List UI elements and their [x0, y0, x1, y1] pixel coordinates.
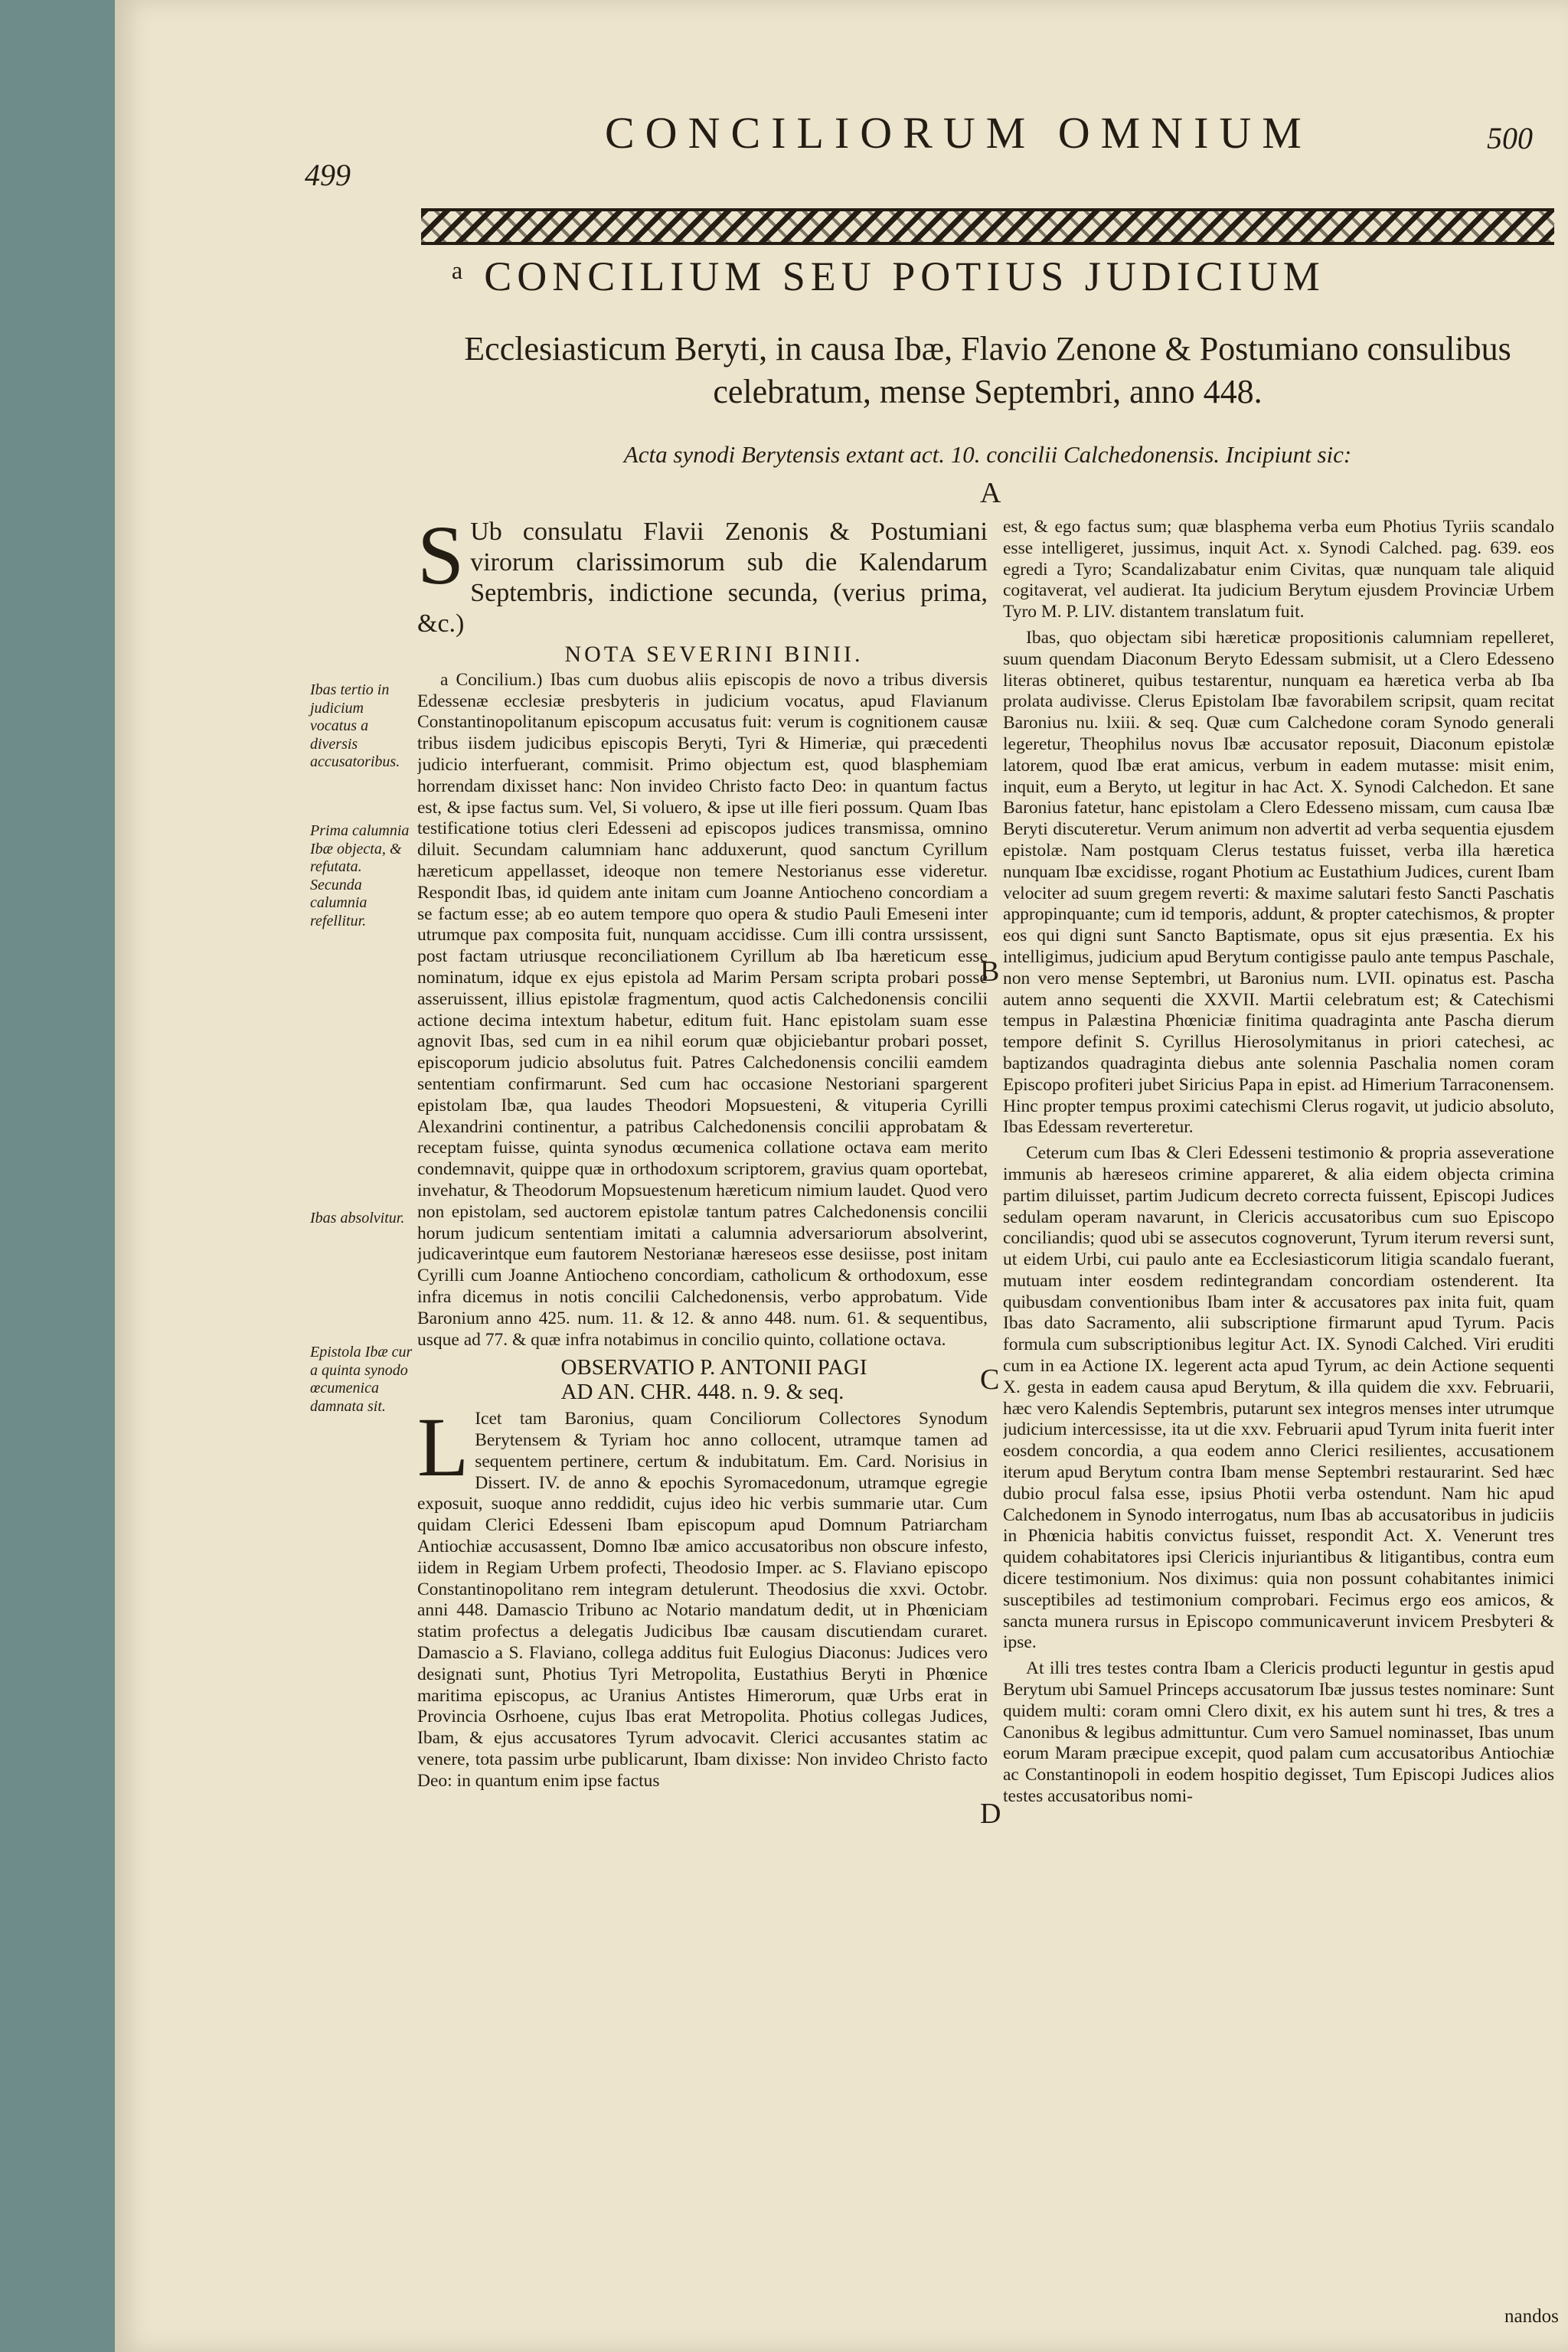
nota-paragraph: a Concilium.) Ibas cum duobus aliis episcopis de novo a tribus diversis Edessenæ ecclesiæ presbyteris in judicium vocatus, apud Flavianum Constantinopolitanum episcopum accusatus fuit: verum is cognitionem causæ tribus iisdem judicibus episcopis Beryti, Tyri & Himeriæ, qui præcedenti judicio interfuerant, commisit. Primo objectum est, quod blasphemiam horrendam dixisset hanc: Non invideo Christo facto Deo: in quantum factus est, & ipse factus sum. Vel, Si voluero, & ipse ut ille fieri possum. Quam Ibas testificatione totius cleri Edesseni ad episcopos judices transmissa, omnino diluit. Secundam calumniam hanc adduxerunt, quod sanctum Cyrillum hæreticum appellasset, ideoque non temere Nestorianus esse videretur. Respondit Ibas, id quidem ante initam cum Joanne Antiocheno concordiam a se factum esse; ab eo autem tempore quo opera & studio Pauli Emeseni inter utrumque pax composita fuit, nunquam accidisse. Cum illi contra urssissent, post factam utriusque reconciliationem Cyrillum ab Iba hæreticum esse nominatum, idque ex ejus epistola ad Marim Persam scripta probari posse asseruissent, illius epistolæ fragmentum, quod actis Calchedonensis concilii actione decima intextum habetur, editum fuit. Hanc epistolam suam esse agnovit Ibas, sed cum in ea nihil eorum quæ objiciebantur probari posset, episcoporum judicio absolutus fuit. Patres Calchedonensis concilii eamdem sententiam confirmarunt. Sed cum hac occasione Nestoriani spargerent epistolam Ibæ, qua laudes Theodori Mopsuesteni, & vituperia Cyrilli Alexandrini continentur, a patribus Calchedonensis concilii approbatam & receptam fuisse, quinta synodus œcumenica collatione octava eam merito condemnavit, quippe quæ in orthodoxum scriptorem, gravius quam oportebat, invehatur, & Theodorum Mopsuestenum hæreticum nimium laudet. Quod vero non epistolam, sed auctorem epistolæ tantum patres Calchedonensis concilii horum judicum sententiam imitati a calumnia adversariorum absolverint, judicaverintque eum fautorem Nestorianæ hæreseos esse desiisse, post initam Cyrilli cum Joanne Antiocheno concordiam, catholicum & orthodoxum, esse infra dicemus in notis concilii Calchedonensis, verbo approbatum. Vide Baronium anno 425. num. 11. & 12. & anno 448. num. 61. & sequentibus, usque ad 77. & quæ infra notabimus in concilio quinto, collatione octava. [417, 669, 988, 1350]
decorative-border [421, 208, 1554, 245]
margin-note: Ibas absolvitur. [310, 1210, 405, 1227]
page-number-left: 499 [305, 158, 351, 192]
paragraph: Ibas, quo objectam sibi hæreticæ propositionis calumniam repelleret, suum quendam Diaconum Beryto Edessam submisit, ut a Clero Edesseno literas obtineret, quibus testarentur, nunquam ea hæretica verba ab Iba prolata audivisse. Clerus Epistolam Ibæ favorabilem scripsit, quam recitat Baronius nu. lxiii. & seq. Quæ cum Calchedone coram Synodo generali legeretur, Theophilus novus Ibæ accusator reposuit, Diaconum epistolæ latorem, quod Ibæ erat amicus, verbum in eadem mutasse: misit enim, inquit, eum a Beryto, ut legitur in hac Act. X. Synodi Calchedon. Et sane Baronius fatetur, hanc epistolam a Clero Edesseno missam, cum causa Ibæ Beryti discuteretur. Verum animum non advertit ad verba sequentia ejusdem epistolæ. Nam postquam Clerus testatus fuisset, verba illa hæretica nunquam Ibæ excidisse, rogant Photium ac Eustathium Judices, curent Ibam velociter ad suum gregem reverti: & maxime salutari festo Sancti Paschatis appropinquante; cum id temporis, addunt, & propter catechismos, & propter eos qui digni sunt Sancto Baptismate, opus sit ejus præsentia. Ex his intelligimus, judicium apud Berytum contigisse paulo ante tempus Paschale, non vero mense Septembri, ut Baronius num. LVII. opinatus est. Pascha autem anno sequenti die XXVII. Martii celebratum est; & Catechismi tempus in Palæstina Phœniciæ finitima quadraginta ante Pascha dierum tempore definit S. Cyrillus Hierosolymitanus in priori catechesi, ac baptizandos quadraginta diebus ante solennia Paschalia nomen coram Episcopo profiteri jubet Siricius Papa in epist. ad Himerium Tarraconensem. Hinc propter tempus proximi catechismi Clerus rogavit, ut judicio absoluto, Ibas Edessam reverteretur. [1003, 627, 1554, 1138]
margin-letter-a: A [980, 477, 1001, 509]
running-title: CONCILIORUM OMNIUM [605, 108, 1312, 158]
main-title: ᵃ CONCILIUM SEU POTIUS JUDICIUM [452, 253, 1325, 299]
observatio-heading-line-2: AD AN. CHR. 448. n. 9. & seq. [560, 1380, 844, 1405]
paragraph: At illi tres testes contra Ibam a Clericis producti leguntur in gestis apud Berytum ubi Samuel Princeps accusatorum Ibæ jussus testes nominare: Sunt quidem multi: coram omni Clero dixit, ex his autem sunt hi tres, & tres a Canonibus & legibus admittuntur. Cum vero Samuel nominasset, Ibas unum eorum Maram præcipue excepit, quod palam cum accusatoribus Antiochiæ ac Constantinopoli in eodem hospitio degisset, Tum Episcopi Judices alios testes accusatoribus nomi- [1003, 1658, 1554, 1807]
margin-letter-c: C [980, 1364, 1000, 1396]
subtitle-line-1: Ecclesiasticum Beryti, in causa Ibæ, Flavio Zenone & Postumiano consulibus [464, 330, 1511, 368]
page-number-right: 500 [1487, 121, 1533, 155]
observatio-paragraph [417, 1400, 988, 1792]
drop-cap: L [417, 1400, 469, 1494]
observatio-heading-line-1: OBSERVATIO P. ANTONII PAGI [560, 1355, 867, 1380]
drop-cap: S [417, 517, 465, 602]
opening-paragraph [417, 517, 988, 639]
book-page [115, 0, 1568, 2352]
catchword: nandos [1504, 2306, 1559, 2327]
margin-letter-b: B [980, 956, 1000, 988]
margin-letter-d: D [980, 1798, 1001, 1830]
margin-note: Ibas tertio in judicium vocatus a diversis accusatoribus. [310, 681, 400, 770]
margin-note: Prima calumnia Ibæ objecta, & refutata. Secunda calumnia refellitur. [310, 822, 410, 929]
margin-note: Epistola Ibæ cur a quinta synodo œcumenica damnata sit. [310, 1344, 413, 1415]
paragraph: Ceterum cum Ibas & Cleri Edesseni testimonio & propria asseveratione immunis ab hæreseos crimine appareret, & alia eidem objecta crimina partim diluisset, partim Judicum decreto correcta fuissent, Episcopi Judices sedulam operam navarunt, in Clericis accusatoribus cum suo Episcopo conciliandis; quod ubi se assecutos cognoverunt, Tyrum iterum reversi sunt, ut eidem Urbi, cui paulo ante ea Ecclesiasticorum litigia scandalo fuerant, mutuam inter eosdem redintegrandam concordiam ostenderent. Ita quibusdam conventionibus Ibam inter & accusatores pax inita fuit, quam Ibas dato Sacramento, alii subscriptione firmarunt apud Tyrum. Pacis formula cum subscriptionibus legitur Act. IX. Synodi Calched. Viri eruditi cum in ea Actione IX. legerent acta apud Tyrum, ac dein Actione sequenti X. gesta in eadem causa apud Berytum, & illa quidem die xxv. Februarii, hæc vero Kalendis Septembris, putarunt sex integros menses inter utrumque judicium intercessisse, ita ut die xxv. Februarii apud Tyrum inita fuerit inter eosdem concordia, a qua eodem anno Clerici resilientes, accusationem iterum apud Berytum contra Ibam mense Septembri restaurarint. Sed hæc dubio procul falsa esse, ipsius Photii verba ostendunt. Nam hic apud Calchedonem in Synodo interrogatus, num Ibas ab accusatoribus in judiciis in Phœnicia habitis convictus fuisset, respondit Act. X. Venerunt tres quidem cohabitatores ipsi Clericis injuriantibus & litigantibus, contra eum dicere testimonium. Nos diximus: quia non possunt cohabitantes inimici susceptibiles ad testimonium comprobari. Fecimus ergo eos amicos, & sancta munera rursus in Episcopo communicaverunt invicem Presbyteri & ipse. [1003, 1143, 1554, 1653]
observatio-heading [417, 1355, 988, 1404]
paragraph: est, & ego factus sum; quæ blasphema verba eum Photius Tyriis scandalo esse intelligeret, jussimus, inquit Act. x. Synodi Calched. pag. 639. eos egredi a Tyro; Scandalizabatur enim Civitas, quæ nunquam tale aliquid cogitaverat, vel audierat. Ita judicium Berytum ejusdem Provinciæ Urbem Tyro M. P. LIV. distantem translatum fuit. [1003, 517, 1554, 622]
observatio-text: Icet tam Baronius, quam Conciliorum Collectores Synodum Berytensem & Tyriam hoc anno collocent, utramque tamen ad sequentem pertinere, certum & indubitatum. Em. Card. Norisius in Dissert. IV. de anno & epochis Syromacedonum, utramque egregie exposuit, suoque anno reddidit, cujus ideo hic verbis summarie utar. Cum quidam Clerici Edesseni Ibam episcopum apud Domnum Patriarcham Antiochiæ accusassent, Domno Ibæ amico accusatoribus non obscure infesto, iidem in Regiam Urbem profecti, Theodosio Imper. ac S. Flaviano episcopo Constantinopolitano rem integram detulerunt. Theodosius die xxvi. Octobr. anni 448. Damascio Tribuno ac Notario mandatum dedit, ut in Phœniciam statim profectus a delegatis Judicibus Ibæ causam discutiendam curaret. Damascio a S. Flaviano, collega additus fuit Eulogius Diaconus: Judices vero designati sunt, Photius Tyri Metropolita, Eustathius Beryti in Phœnice maritima episcopus, ac Uranius Antistes Himerorum, quæ Urbs erat in Provincia Osrhoene, cujus Ibas erat Metropolita. Photius collegas Judices, Ibam, & ejus accusatores Tyrum advocavit. Clerici accusantes statim ac venere, tota passim urbe publicarunt, Ibam dixisse: Non invideo Christo facto Deo: in quantum enim ipse factus [417, 1409, 988, 1791]
subtitle-line-2: celebratum, mense Septembri, anno 448. [713, 373, 1263, 410]
right-column [1003, 517, 1554, 2312]
opening-text: Ub consulatu Flavii Zenonis & Postumiani virorum clarissimorum sub die Kalendarum Septembris, indictione secunda, (verius prima, &c.) [417, 518, 988, 638]
intro-line: Acta synodi Berytensis extant act. 10. concilii Calchedonensis. Incipiunt sic: [623, 441, 1352, 468]
nota-heading: NOTA SEVERINI BINII. [564, 642, 864, 667]
left-column [417, 517, 988, 2278]
